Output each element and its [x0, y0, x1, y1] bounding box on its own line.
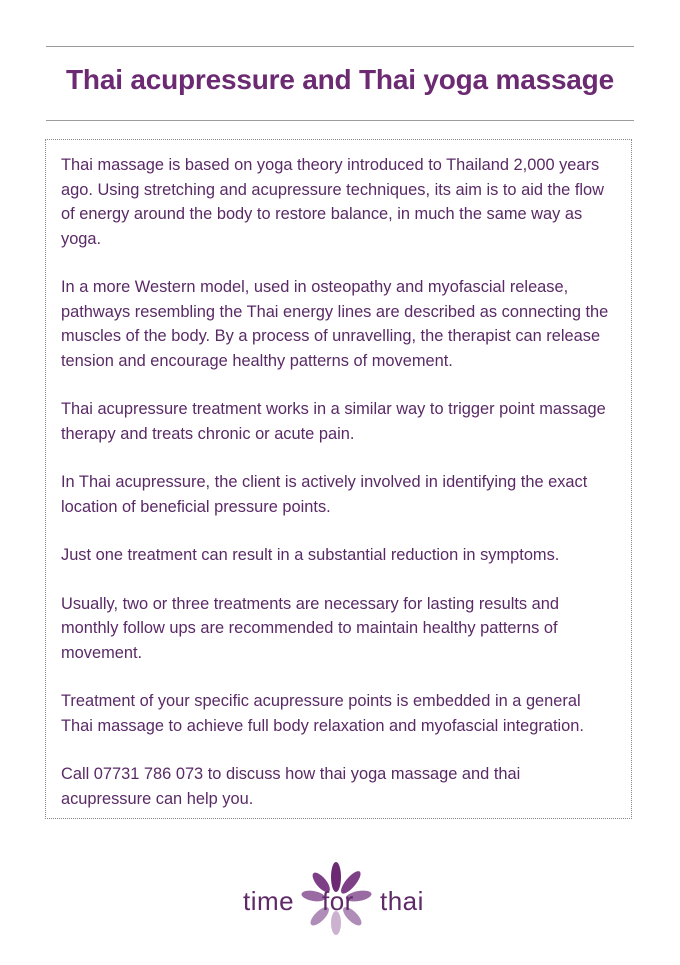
paragraph-western-model: In a more Western model, used in osteopathy and myofascial release, pathways resembling the Thai energy lines are described as connecting the muscles of the body. By a process of unravelling, the therapist can release tension and encourage healthy patterns of movement. — [61, 278, 609, 370]
paragraph-treatment-count: Usually, two or three treatments are necessary for lasting results and monthly follow ups are recommended to maintain healthy patterns of movement. — [61, 594, 560, 662]
page-title: Thai acupressure and Thai yoga massage — [66, 64, 614, 95]
paragraph-client-involvement: In Thai acupressure, the client is actively involved in identifying the exact location of beneficial pressure points. — [61, 473, 588, 516]
paragraph-intro: Thai massage is based on yoga theory introduced to Thailand 2,000 years ago. Using stretching and acupressure techniques, its aim is to aid the flow of energy around the body to restore balance, in much the same way as yoga. — [61, 156, 605, 248]
content-box — [45, 139, 632, 819]
paragraph-one-treatment: Just one treatment can result in a substantial reduction in symptoms. — [61, 546, 560, 564]
logo-word-thai: thai — [380, 886, 424, 916]
top-divider — [46, 46, 634, 47]
paragraph-call-to-action: Call 07731 786 073 to discuss how thai yoga massage and thai acupressure can help you. — [61, 765, 521, 808]
time-for-thai-logo — [240, 856, 440, 946]
logo-word-for: for — [322, 886, 354, 916]
logo-word-time: time — [243, 886, 295, 916]
paragraph-general-massage: Treatment of your specific acupressure points is embedded in a general Thai massage to achieve full body relaxation and myofascial integration. — [61, 692, 584, 735]
title-divider — [46, 120, 634, 121]
paragraph-trigger-point: Thai acupressure treatment works in a similar way to trigger point massage therapy and treats chronic or acute pain. — [61, 400, 606, 443]
